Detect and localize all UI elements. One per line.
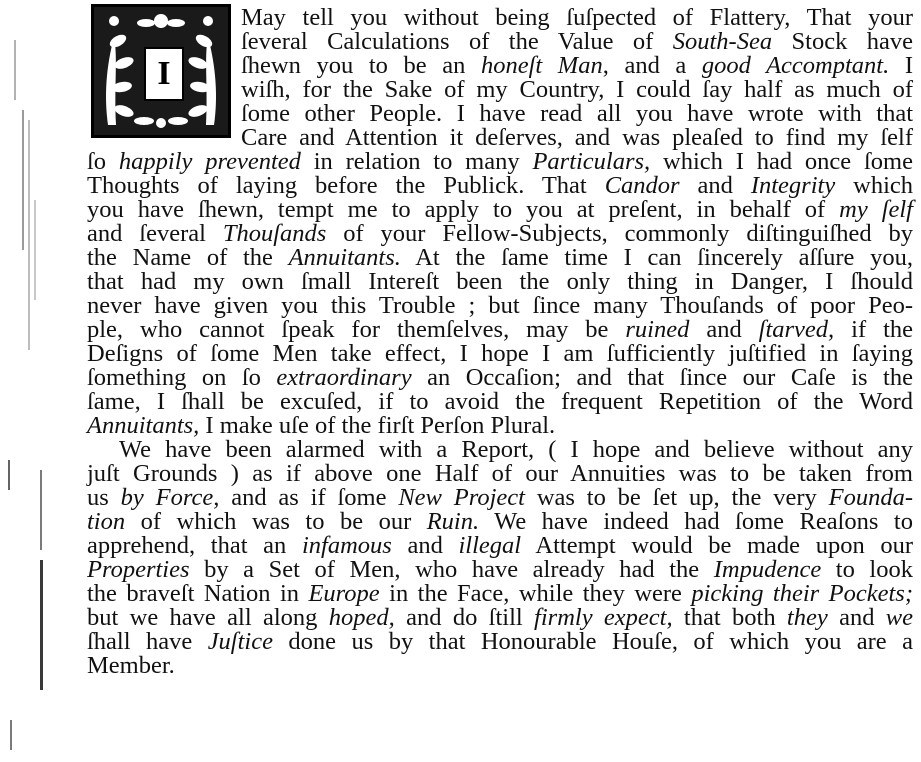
roman-text: was to be ſet up, the very <box>524 484 829 511</box>
italic-text: Candor <box>604 172 680 199</box>
decorated-initial <box>91 4 231 138</box>
text-line <box>87 390 913 414</box>
roman-text: Attempt would be made upon our <box>521 532 913 559</box>
italic-text: extraordinary <box>276 364 412 391</box>
italic-text: picking their Pockets; <box>691 580 913 607</box>
drop-cap-letter: I <box>144 47 184 101</box>
roman-text: and ſeveral <box>87 220 223 247</box>
roman-text: ſome other People. I have read all you have wrote with that <box>241 100 913 127</box>
italic-text: Particulars, <box>532 148 651 175</box>
text-line <box>87 342 913 366</box>
roman-text: We have indeed had ſome Reaſons to <box>479 508 913 535</box>
text-line <box>87 630 913 654</box>
italic-text: they <box>786 604 828 631</box>
text-line <box>241 102 913 126</box>
text-line <box>241 30 913 54</box>
italic-text: tion <box>87 508 126 535</box>
roman-text: ple, who cannot ſpeak for themſelves, may be <box>87 316 626 343</box>
roman-text: but we have all along <box>87 604 329 631</box>
italic-text: firmly expect, <box>534 604 673 631</box>
roman-text: and <box>679 172 751 199</box>
roman-text: which I had once ſome <box>650 148 913 175</box>
italic-text: good Accomptant. <box>701 52 890 79</box>
roman-text: the Name of the <box>87 244 289 271</box>
text-line <box>241 6 913 30</box>
roman-text: I <box>889 52 913 79</box>
italic-text: Integrity <box>750 172 836 199</box>
roman-text: and <box>689 316 759 343</box>
text-line <box>87 294 913 318</box>
roman-text: done us by that Honourable Houſe, of which you are a <box>272 628 913 655</box>
text-line <box>241 54 913 78</box>
roman-text: Member. <box>87 652 175 679</box>
roman-text: , and a <box>602 52 702 79</box>
italic-text: Founda- <box>828 484 914 511</box>
roman-text: ſame, I ſhall be excuſed, if to avoid the frequent Repetition of the Word <box>87 388 913 415</box>
text-line <box>87 486 913 510</box>
roman-text: and do ſtill <box>394 604 535 631</box>
roman-text: which <box>835 172 914 199</box>
text-line <box>241 126 913 150</box>
roman-text: of your Fellow-Subjects, commonly diſtinguiſhed by <box>326 220 913 247</box>
roman-text: that had my own ſmall Intereſt been the only thing in Danger, I ſhould <box>87 268 913 295</box>
italic-text: honeſt Man <box>480 52 603 79</box>
italic-text: Annuitants. <box>288 244 401 271</box>
text-line <box>87 222 913 246</box>
italic-text: Thouſands <box>222 220 327 247</box>
text-line <box>87 558 913 582</box>
text-line <box>87 534 913 558</box>
roman-text: Stock have <box>772 28 913 55</box>
text-line <box>87 198 913 222</box>
roman-text: to look <box>821 556 913 583</box>
text-line <box>87 366 913 390</box>
roman-text: Deſigns of ſome Men take effect, I hope I am ſufficiently juſtified in ſaying <box>87 340 913 367</box>
roman-text: us <box>87 484 121 511</box>
italic-text: Properties <box>87 556 190 583</box>
roman-text: juſt Grounds ) as if above one Half of our Annuities was to be taken from <box>87 460 913 487</box>
text-line <box>87 246 913 270</box>
roman-text: We have been alarmed with a Report, ( I hope and believe without any <box>119 436 913 463</box>
text-line <box>87 414 913 438</box>
roman-text: and <box>391 532 459 559</box>
italic-text: by Force, <box>120 484 220 511</box>
text-line <box>87 654 913 678</box>
roman-text: ſeveral Calculations of the Value of <box>241 28 673 55</box>
italic-text: Juſtice <box>207 628 273 655</box>
roman-text: in the Face, while they were <box>379 580 692 607</box>
italic-text: Europe <box>308 580 380 607</box>
roman-text: apprehend, that an <box>87 532 302 559</box>
roman-text: of which was to be our <box>125 508 427 535</box>
roman-text: you have ſhewn, tempt me to apply to you at preſent, in behalf of <box>87 196 840 223</box>
roman-text: in relation to many <box>300 148 533 175</box>
italic-text: Ruin. <box>426 508 480 535</box>
roman-text: ſhall have <box>87 628 208 655</box>
italic-text: Impudence <box>713 556 822 583</box>
roman-text: ſo <box>87 148 119 175</box>
italic-text: my ſelf <box>839 196 913 223</box>
roman-text: and as if ſome <box>219 484 399 511</box>
italic-text: hoped, <box>328 604 395 631</box>
roman-text: an Occaſion; and that ſince our Caſe is the <box>411 364 913 391</box>
text-line <box>87 462 913 486</box>
roman-text: by a Set of Men, who have already had the <box>189 556 714 583</box>
roman-text: never have given you this Trouble ; but ſince many Thouſands of poor Peo- <box>87 292 913 319</box>
roman-text: the braveſt Nation in <box>87 580 309 607</box>
italic-text: we <box>885 604 914 631</box>
roman-text: May tell you without being ſuſpected of Flattery, That your <box>241 4 913 31</box>
text-line <box>87 318 913 342</box>
roman-text: I make uſe of the firſt Perſon Plural. <box>199 412 556 439</box>
italic-text: ſtarved, <box>758 316 835 343</box>
roman-text: ſomething on ſo <box>87 364 277 391</box>
roman-text: Care and Attention it deſerves, and was pleaſed to find my ſelf <box>241 124 913 151</box>
text-line <box>241 78 913 102</box>
roman-text: ſhewn you to be an <box>241 52 481 79</box>
roman-text: if the <box>834 316 913 343</box>
text-line <box>87 150 913 174</box>
text-line <box>87 510 913 534</box>
text-line <box>119 438 913 462</box>
italic-text: Annuitants, <box>87 412 200 439</box>
italic-text: ruined <box>625 316 690 343</box>
italic-text: happily prevented <box>118 148 301 175</box>
text-line <box>87 606 913 630</box>
italic-text: infamous <box>301 532 392 559</box>
margin-bleed-marks <box>0 0 60 762</box>
roman-text: wiſh, for the Sake of my Country, I could ſay half as much of <box>241 76 913 103</box>
roman-text: Thoughts of laying before the Publick. That <box>87 172 605 199</box>
text-line <box>87 270 913 294</box>
document-page <box>83 0 917 762</box>
roman-text: that both <box>672 604 787 631</box>
text-line <box>87 582 913 606</box>
roman-text: and <box>827 604 886 631</box>
italic-text: illegal <box>458 532 522 559</box>
italic-text: New Project <box>398 484 525 511</box>
text-line <box>87 174 913 198</box>
roman-text: At the ſame time I can ſincerely aſſure you, <box>400 244 913 271</box>
italic-text: South-Sea <box>672 28 773 55</box>
